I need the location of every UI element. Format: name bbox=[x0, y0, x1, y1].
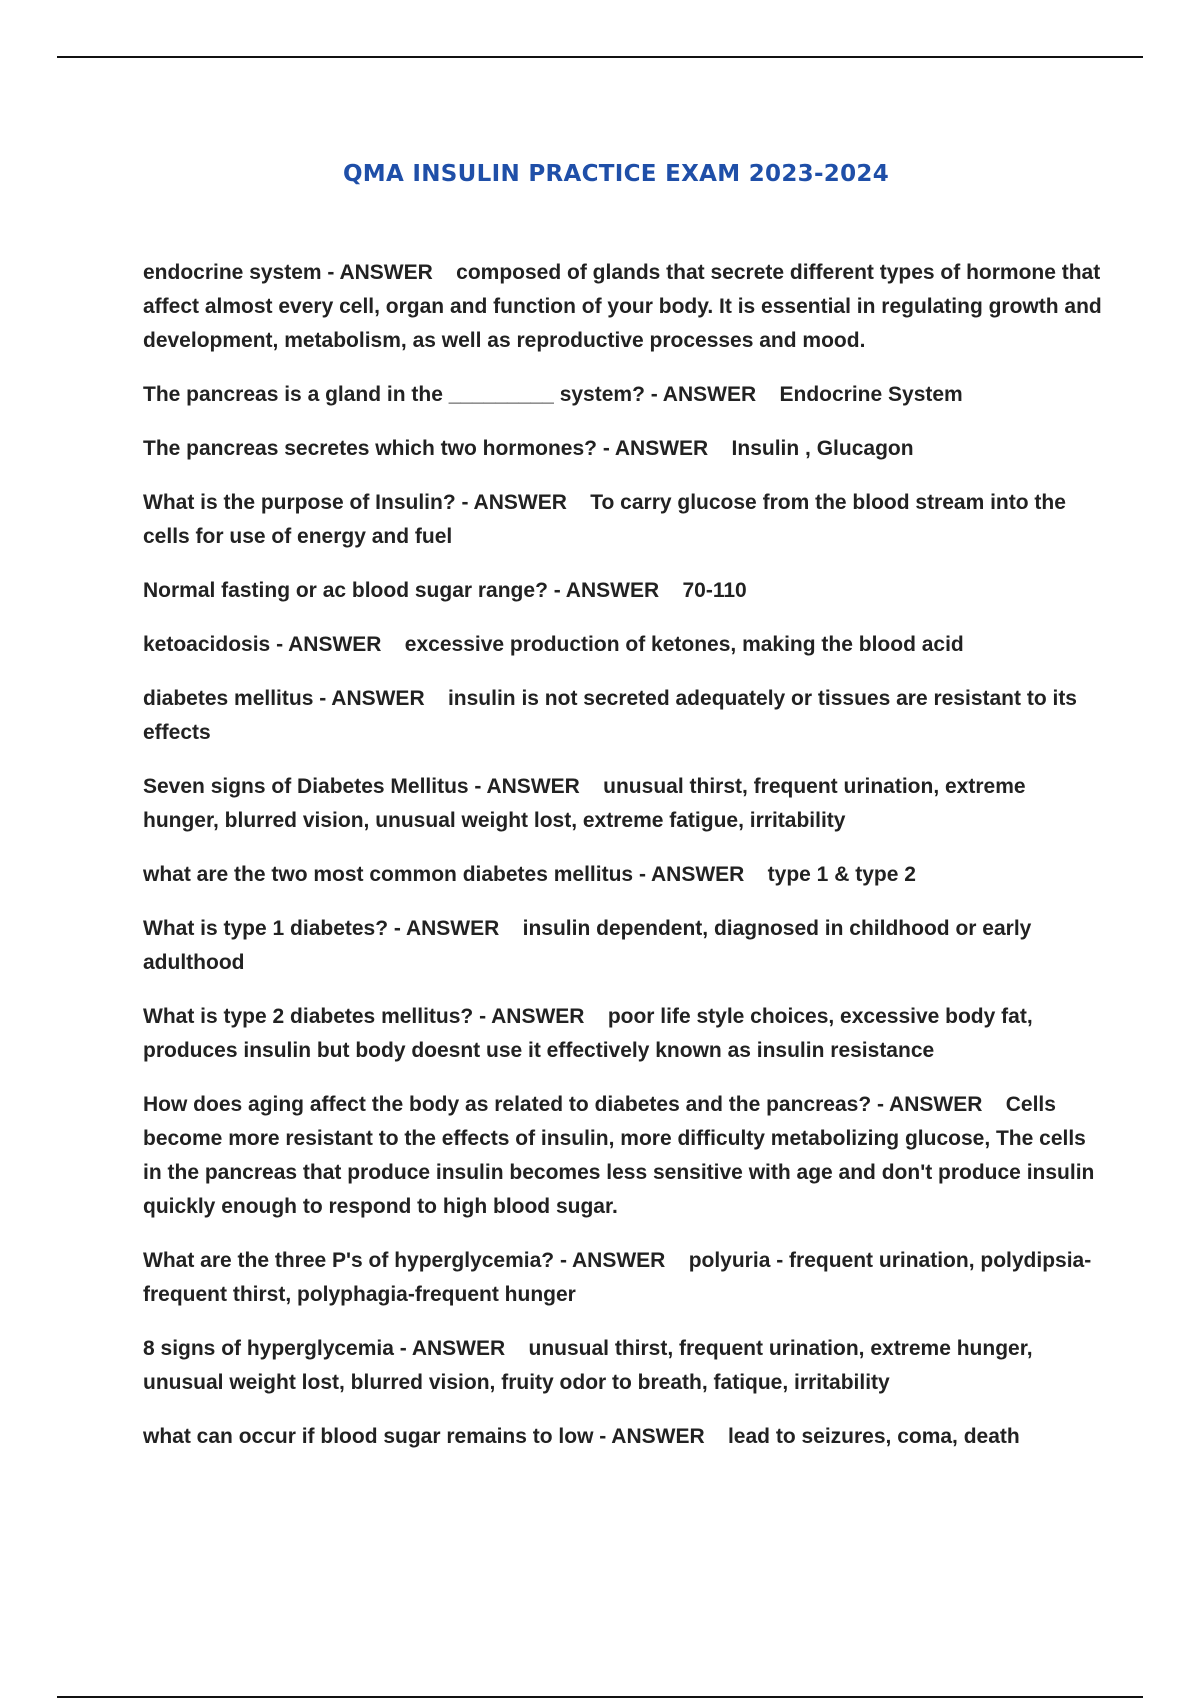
answer-text: lead to seizures, coma, death bbox=[727, 1425, 1020, 1448]
answer-separator: - ANSWER bbox=[313, 687, 448, 710]
page-title: QMA INSULIN PRACTICE EXAM 2023-2024 bbox=[342, 161, 890, 188]
qa-item bbox=[143, 682, 1103, 750]
qa-item bbox=[143, 858, 1103, 892]
answer-text: unusual thirst, frequent urination, extreme hunger, blurred vision, unusual weight lost, extreme fatigue, irritability bbox=[143, 775, 1026, 832]
question-text: 8 signs of hyperglycemia bbox=[143, 1337, 394, 1360]
header-rule bbox=[57, 56, 1143, 58]
answer-separator: - ANSWER bbox=[596, 437, 732, 460]
question-answer-list bbox=[143, 256, 1103, 1474]
qa-item bbox=[143, 1244, 1103, 1312]
answer-text: insulin dependent, diagnosed in childhood or early adulthood bbox=[143, 917, 1032, 974]
question-text: ketoacidosis bbox=[143, 633, 271, 656]
answer-separator: - ANSWER bbox=[633, 863, 768, 886]
question-text: diabetes mellitus bbox=[143, 687, 314, 710]
answer-separator: - ANSWER bbox=[871, 1093, 1006, 1116]
question-text: Seven signs of Diabetes Mellitus bbox=[143, 775, 469, 798]
answer-text: Endocrine System bbox=[779, 383, 963, 406]
question-text: What are the three P's of hyperglycemia? bbox=[143, 1249, 555, 1272]
answer-text: excessive production of ketones, making the blood acid bbox=[404, 633, 964, 656]
answer-text: poor life style choices, excessive body fat, produces insulin but body doesnt use it effectively known as insulin resistance bbox=[143, 1005, 1033, 1062]
answer-separator: - ANSWER bbox=[547, 579, 683, 602]
answer-text: insulin is not secreted adequately or tissues are resistant to its effects bbox=[143, 687, 1077, 744]
answer-text: composed of glands that secrete different types of hormone that affect almost every cell, organ and function of your body. It is essential in regulating growth and development, metabolism, as well as reproductive processes and mood. bbox=[143, 261, 1102, 352]
qa-item bbox=[143, 1088, 1103, 1224]
question-text: endocrine system bbox=[143, 261, 322, 284]
answer-text: Cells become more resistant to the effects of insulin, more difficulty metabolizing glucose, The cells in the pancreas that produce insulin becomes less sensitive with age and don't produce insulin quickly enough to respond to high blood sugar. bbox=[143, 1093, 1095, 1218]
question-text: The pancreas secretes which two hormones? bbox=[143, 437, 597, 460]
question-text: The pancreas is a gland in the _________ system? bbox=[143, 383, 645, 406]
answer-separator: - ANSWER bbox=[644, 383, 780, 406]
qa-item bbox=[143, 770, 1103, 838]
question-text: What is type 2 diabetes mellitus? bbox=[143, 1005, 474, 1028]
question-text: What is the purpose of Insulin? bbox=[143, 491, 456, 514]
answer-separator: - ANSWER bbox=[321, 261, 457, 284]
answer-separator: - ANSWER bbox=[270, 633, 405, 656]
answer-separator: - ANSWER bbox=[473, 1005, 608, 1028]
question-text: How does aging affect the body as related to diabetes and the pancreas? bbox=[143, 1093, 872, 1116]
qa-item bbox=[143, 1332, 1103, 1400]
qa-item bbox=[143, 628, 1103, 662]
answer-text: unusual thirst, frequent urination, extreme hunger, unusual weight lost, blurred vision, fruity odor to breath, fatique, irritability bbox=[143, 1337, 1033, 1394]
footer-rule bbox=[57, 1696, 1143, 1698]
answer-separator: - ANSWER bbox=[554, 1249, 689, 1272]
qa-item bbox=[143, 486, 1103, 554]
answer-separator: - ANSWER bbox=[468, 775, 604, 798]
qa-item bbox=[143, 1420, 1103, 1454]
qa-item bbox=[143, 912, 1103, 980]
question-text: What is type 1 diabetes? bbox=[143, 917, 389, 940]
qa-item bbox=[143, 432, 1103, 466]
answer-separator: - ANSWER bbox=[593, 1425, 728, 1448]
qa-item bbox=[143, 574, 1103, 608]
answer-text: type 1 & type 2 bbox=[767, 863, 916, 886]
answer-separator: - ANSWER bbox=[388, 917, 523, 940]
question-text: Normal fasting or ac blood sugar range? bbox=[143, 579, 548, 602]
question-text: what are the two most common diabetes mellitus bbox=[143, 863, 634, 886]
answer-separator: - ANSWER bbox=[455, 491, 591, 514]
qa-item bbox=[143, 378, 1103, 412]
qa-item bbox=[143, 256, 1103, 358]
answer-text: To carry glucose from the blood stream into the cells for use of energy and fuel bbox=[143, 491, 1066, 548]
answer-text: polyuria - frequent urination, polydipsia- frequent thirst, polyphagia-frequent hunger bbox=[143, 1249, 1092, 1306]
qa-item bbox=[143, 1000, 1103, 1068]
answer-text: Insulin , Glucagon bbox=[731, 437, 914, 460]
answer-separator: - ANSWER bbox=[393, 1337, 529, 1360]
question-text: what can occur if blood sugar remains to low bbox=[143, 1425, 594, 1448]
answer-text: 70-110 bbox=[682, 579, 747, 602]
